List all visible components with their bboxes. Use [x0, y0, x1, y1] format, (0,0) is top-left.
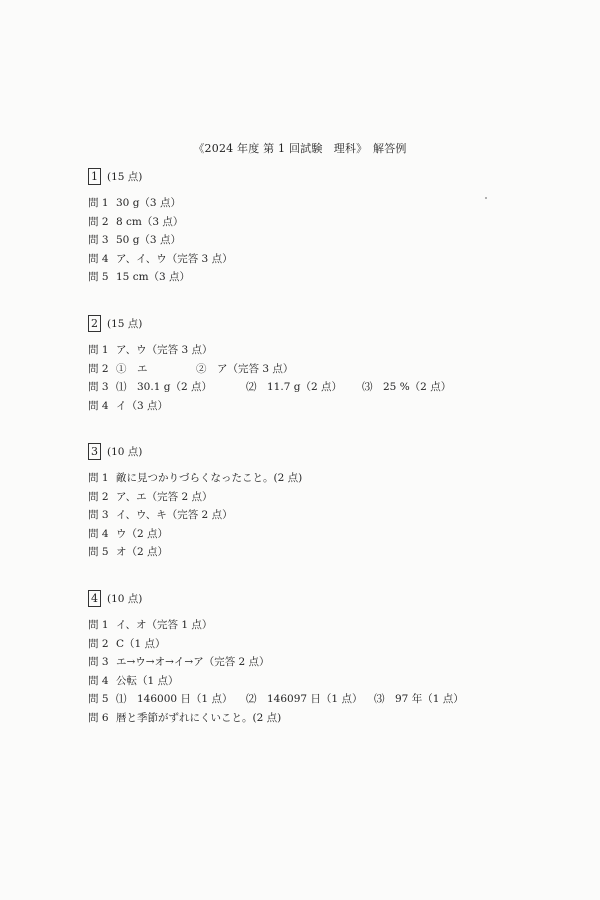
question-label: 問 3 [88, 509, 109, 521]
answer-part-3: ⑶ 97 年（1 点） [374, 693, 464, 705]
answer-text: 30 g（3 点） [116, 197, 181, 209]
answer-row [88, 616, 568, 635]
answer-row [88, 543, 568, 562]
answer-text: イ（3 点） [116, 399, 169, 412]
section-3 [88, 441, 568, 562]
answer-part-1: ⑴ 30.1 g（2 点） [116, 381, 212, 393]
answer-row [88, 397, 568, 416]
question-label: 問 2 [88, 215, 109, 228]
answer-part-1: ⑴ 146000 日（1 点） [116, 693, 233, 705]
section-1 [88, 166, 568, 287]
question-label: 問 4 [88, 674, 109, 687]
section-number-box: 2 [88, 315, 101, 332]
section-points: (15 点) [107, 317, 143, 330]
section-number-box: 3 [88, 443, 101, 460]
answer-row [88, 341, 568, 360]
question-label: 問 1 [88, 472, 109, 484]
section-number-box: 4 [88, 590, 101, 607]
answer-part-3: ⑶ 25 %（2 点） [362, 381, 452, 393]
question-label: 問 3 [88, 381, 109, 393]
question-label: 問 4 [88, 399, 109, 412]
answer-text: 50 g（3 点） [116, 234, 181, 246]
question-label: 問 1 [88, 619, 109, 631]
answer-row [88, 506, 568, 525]
question-label: 問 1 [88, 344, 109, 356]
answer-text: 15 cm（3 点） [116, 271, 191, 283]
answer-text: C（1 点） [116, 637, 166, 650]
section-header [88, 313, 568, 333]
answer-row [88, 672, 568, 691]
answer-row [88, 469, 568, 488]
answer-text: イ、オ（完答 1 点） [116, 619, 213, 631]
question-label: 問 5 [88, 271, 109, 283]
answer-text: 暦と季節がずれにくいこと。(2 点) [116, 711, 282, 724]
answer-text: ア、イ、ウ（完答 3 点） [116, 252, 233, 265]
answer-row [88, 525, 568, 544]
answer-part-2: ⑵ 146097 日（1 点） [246, 693, 363, 705]
question-label: 問 2 [88, 637, 109, 650]
question-label: 問 2 [88, 362, 109, 375]
question-label: 問 4 [88, 527, 109, 540]
answer-part-2: ⑵ 11.7 g（2 点） [246, 381, 342, 393]
section-points: (15 点) [107, 170, 143, 183]
answer-row [88, 635, 568, 654]
answer-row [88, 194, 568, 213]
answer-text: ア、エ（完答 2 点） [116, 490, 213, 503]
answer-row [88, 488, 568, 507]
section-number-box: 1 [88, 168, 101, 185]
answer-part-2: ② ア（完答 3 点） [196, 362, 294, 375]
section-points: (10 点) [107, 445, 143, 458]
answer-text: エ→ウ→オ→イ→ア（完答 2 点） [116, 656, 270, 668]
question-label: 問 3 [88, 234, 109, 246]
answer-row [88, 213, 568, 232]
page-title: 《2024 年度 第 1 回試験 理科》 解答例 [193, 142, 407, 155]
section-header [88, 166, 568, 186]
answer-row [88, 709, 568, 728]
question-label: 問 4 [88, 252, 109, 265]
section-2 [88, 313, 568, 415]
section-points: (10 点) [107, 592, 143, 605]
answer-row [88, 268, 568, 287]
question-label: 問 2 [88, 490, 109, 503]
answer-text: 8 cm（3 点） [116, 215, 184, 228]
question-label: 問 6 [88, 711, 109, 724]
section-header [88, 588, 568, 608]
question-label: 問 1 [88, 197, 109, 209]
question-label: 問 5 [88, 546, 109, 558]
answer-text: イ、ウ、キ（完答 2 点） [116, 509, 233, 521]
question-label: 問 3 [88, 656, 109, 668]
answer-part-1: ① エ [116, 362, 148, 375]
section-4 [88, 588, 568, 727]
answer-row [88, 360, 568, 379]
answer-text: オ（2 点） [116, 546, 169, 558]
answer-text: ア、ウ（完答 3 点） [116, 344, 213, 356]
answer-row [88, 378, 568, 397]
answer-text: 公転（1 点） [116, 674, 179, 687]
section-header [88, 441, 568, 461]
question-label: 問 5 [88, 693, 109, 705]
answer-text: ウ（2 点） [116, 527, 169, 540]
answer-row [88, 653, 568, 672]
answer-row [88, 250, 568, 269]
answer-row [88, 231, 568, 250]
answer-row [88, 690, 568, 709]
answer-text: 敵に見つかりづらくなったこと。(2 点) [116, 472, 303, 484]
